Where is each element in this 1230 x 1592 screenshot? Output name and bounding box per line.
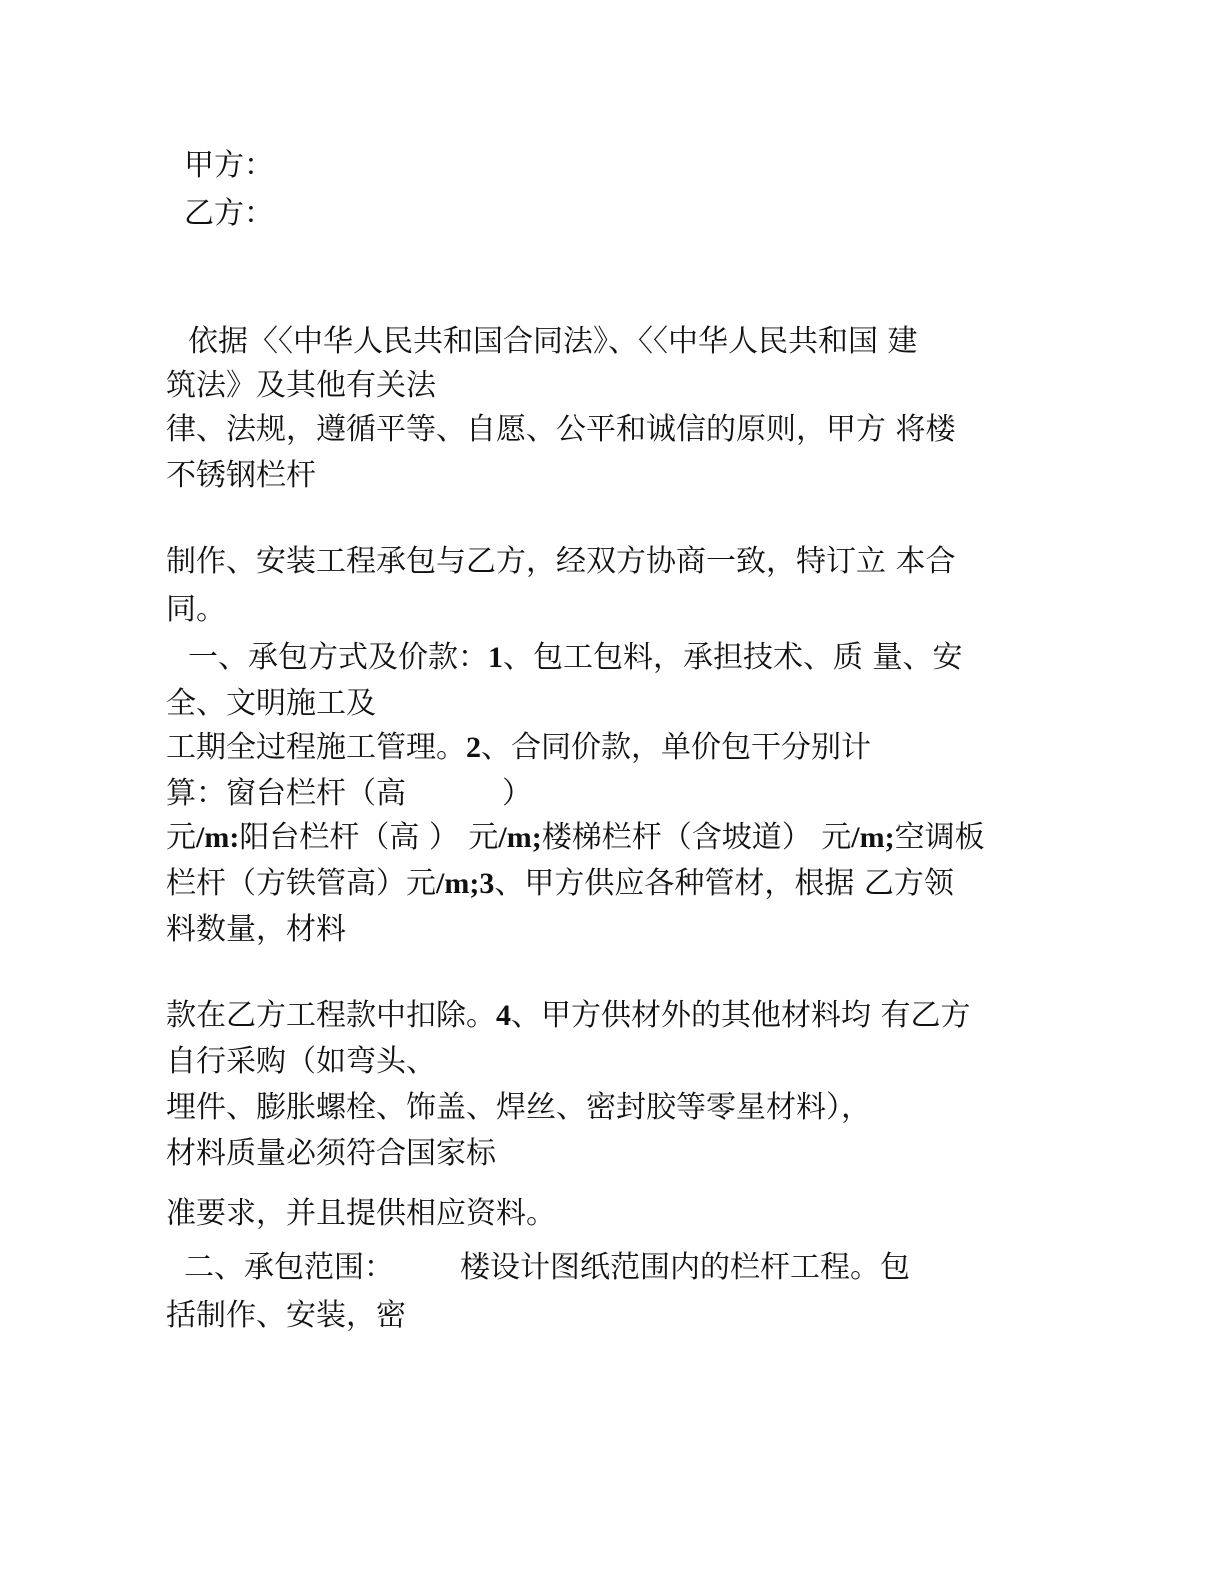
item-number-4: 4 xyxy=(496,999,511,1032)
section2-line-1 xyxy=(184,1248,910,1288)
section1-line-4-text-a: 算：窗台栏杆（高 xyxy=(166,776,406,811)
balcony-railing-text: 阳台栏杆（高 ） 元 xyxy=(239,820,499,855)
item-number-1: 1 xyxy=(488,641,503,674)
preamble-line-1: 依据〈〈中华人民共和国合同法》、〈〈中华人民共和国 建 xyxy=(188,324,918,359)
preamble-line-3: 律、法规，遵循平等、自愿、公平和诚信的原则，甲方 将楼 xyxy=(166,412,956,447)
ac-board-text: 空调板 xyxy=(894,820,985,855)
section1-line-7: 料数量，材料 xyxy=(166,912,346,947)
preamble-line-2: 筑法》及其他有关法 xyxy=(166,368,436,403)
section2-line-2: 括制作、安装，密 xyxy=(166,1298,406,1333)
preamble-line-6: 同。 xyxy=(166,592,226,627)
section1-line-12: 准要求，并且提供相应资料。 xyxy=(166,1196,556,1231)
section1-line-6 xyxy=(166,864,954,904)
section1-line-1 xyxy=(188,638,963,678)
preamble-line-4: 不锈钢栏杆 xyxy=(166,458,316,493)
party-a-label: 甲方： xyxy=(184,148,274,183)
unit-yuan-1: 元 xyxy=(166,820,196,855)
section1-line-8-text-b: 、甲方供材外的其他材料均 有乙方 xyxy=(511,998,971,1033)
section1-line-1-text: 、包工包料，承担技术、质 量、安 xyxy=(503,640,963,675)
section2-heading: 二、承包范围： xyxy=(184,1250,394,1285)
section1-line-11: 材料质量必须符合国家标 xyxy=(166,1136,496,1171)
unit-per-m-2: /m; xyxy=(498,821,542,854)
section1-line-4-text-b: ） xyxy=(502,776,532,811)
section1-line-8-text-a: 款在乙方工程款中扣除。 xyxy=(166,998,496,1033)
stair-railing-text: 楼梯栏杆（含坡道） 元 xyxy=(541,820,852,855)
party-b-label: 乙方： xyxy=(184,196,274,231)
section1-line-6-text-a: 栏杆（方铁管高）元 xyxy=(166,866,436,901)
section1-line-9: 自行采购（如弯头、 xyxy=(166,1044,436,1079)
section1-line-3 xyxy=(166,728,871,768)
unit-per-m-1: /m: xyxy=(196,821,240,854)
section1-line-4 xyxy=(166,774,532,814)
section1-heading: 一、承包方式及价款： xyxy=(188,640,488,675)
section1-line-2: 全、文明施工及 xyxy=(166,686,376,721)
unit-per-m-4: /m;3 xyxy=(436,867,495,900)
section1-line-3-text-a: 工期全过程施工管理。 xyxy=(166,730,466,765)
section1-line-6-text-c: 、甲方供应各种管材，根据 乙方领 xyxy=(494,866,954,901)
section1-line-10: 埋件、膨胀螺栓、饰盖、焊丝、密封胶等零星材料）， xyxy=(166,1090,871,1125)
section1-line-5 xyxy=(166,818,985,858)
section1-line-8 xyxy=(166,996,971,1036)
item-number-2: 2 xyxy=(466,731,481,764)
section1-line-3-text-b: 、合同价款，单价包干分别计 xyxy=(481,730,871,765)
section2-line-1-text: 楼设计图纸范围内的栏杆工程。包 xyxy=(460,1250,910,1285)
unit-per-m-3: /m; xyxy=(851,821,895,854)
preamble-line-5: 制作、安装工程承包与乙方，经双方协商一致，特订立 本合 xyxy=(166,544,956,579)
